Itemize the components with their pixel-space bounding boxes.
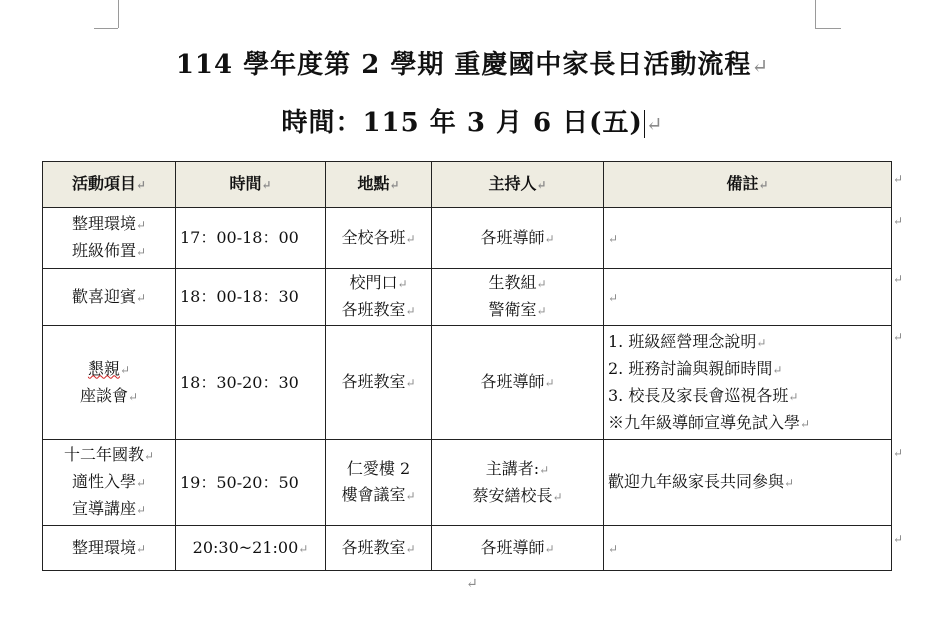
cell-host[interactable]: 生教組↵ 警衛室↵ xyxy=(432,269,604,326)
cell-note[interactable]: ↵ xyxy=(604,208,892,269)
cell-place[interactable]: 仁愛樓 2 樓會議室↵ xyxy=(326,440,432,526)
cell-host[interactable]: 各班導師↵ xyxy=(432,208,604,269)
header-cell[interactable]: 備註↵ xyxy=(604,162,892,208)
schedule-table xyxy=(42,161,892,571)
header-cell[interactable]: 主持人↵ xyxy=(432,162,604,208)
header-cell[interactable]: 地點↵ xyxy=(326,162,432,208)
cell-place[interactable]: 各班教室↵ xyxy=(326,326,432,440)
row-end-mark: ↵ xyxy=(893,330,904,344)
header-cell[interactable]: 活動項目↵ xyxy=(43,162,176,208)
date-line[interactable] xyxy=(0,102,945,139)
cell-place[interactable]: 校門口↵ 各班教室↵ xyxy=(326,269,432,326)
cell-time[interactable]: 20:30~21:00↵ xyxy=(176,526,326,571)
cell-item[interactable]: 十二年國教↵ 適性入學↵ 宣導講座↵ xyxy=(43,440,176,526)
table-row xyxy=(43,440,892,526)
row-end-mark: ↵ xyxy=(893,272,904,286)
cell-note[interactable] xyxy=(604,326,892,440)
cell-time[interactable]: 18：30-20：30 xyxy=(176,326,326,440)
title-text: 114 學年度第 2 學期 重慶國中家長日活動流程 xyxy=(175,50,752,80)
cell-place[interactable]: 各班教室↵ xyxy=(326,526,432,571)
table-header-row xyxy=(43,162,892,208)
cell-note[interactable]: ↵ xyxy=(604,269,892,326)
crop-mark-top-right-h xyxy=(815,28,841,30)
cell-host[interactable]: 主講者:↵ 蔡安繕校長↵ xyxy=(432,440,604,526)
document-title[interactable] xyxy=(0,44,945,81)
row-end-mark: ↵ xyxy=(893,214,904,228)
table-row xyxy=(43,326,892,440)
cell-item[interactable]: 整理環境↵ 班級佈置↵ xyxy=(43,208,176,269)
note-line-4: ※九年級導師宣導免試入學↵ xyxy=(608,412,811,432)
paragraph-mark: ↵ xyxy=(751,54,770,78)
cell-time[interactable]: 19：50-20：50 xyxy=(176,440,326,526)
table-row xyxy=(43,269,892,326)
cell-time[interactable]: 17：00-18：00 xyxy=(176,208,326,269)
crop-mark-top-left xyxy=(118,0,120,28)
cell-item[interactable]: 懇親↵ 座談會↵ xyxy=(43,326,176,440)
date-text: 時間：115 年 3 月 6 日(五) xyxy=(281,108,643,138)
text-cursor xyxy=(644,110,645,138)
cell-item[interactable]: 整理環境↵ xyxy=(43,526,176,571)
cell-time[interactable]: 18：00-18：30 xyxy=(176,269,326,326)
paragraph-mark: ↵ xyxy=(466,576,478,592)
table-row xyxy=(43,208,892,269)
cell-note[interactable]: ↵ xyxy=(604,526,892,571)
cell-host[interactable]: 各班導師↵ xyxy=(432,326,604,440)
note-line-2: 2. 班務討論與親師時間↵ xyxy=(608,358,783,378)
row-end-mark: ↵ xyxy=(893,446,904,460)
cell-note[interactable]: 歡迎九年級家長共同參與↵ xyxy=(604,440,892,526)
note-line-3: 3. 校長及家長會巡視各班↵ xyxy=(608,385,799,405)
row-end-mark: ↵ xyxy=(893,172,904,186)
header-cell[interactable]: 時間↵ xyxy=(176,162,326,208)
row-end-mark: ↵ xyxy=(893,532,904,546)
note-line-1: 1. 班級經營理念說明↵ xyxy=(608,331,767,351)
crop-mark-top-right xyxy=(815,0,817,28)
paragraph-mark: ↵ xyxy=(645,112,664,136)
cell-item[interactable]: 歡喜迎賓↵ xyxy=(43,269,176,326)
table-row xyxy=(43,526,892,571)
cell-host[interactable]: 各班導師↵ xyxy=(432,526,604,571)
crop-mark-top-left-h xyxy=(94,28,118,30)
cell-place[interactable]: 全校各班↵ xyxy=(326,208,432,269)
